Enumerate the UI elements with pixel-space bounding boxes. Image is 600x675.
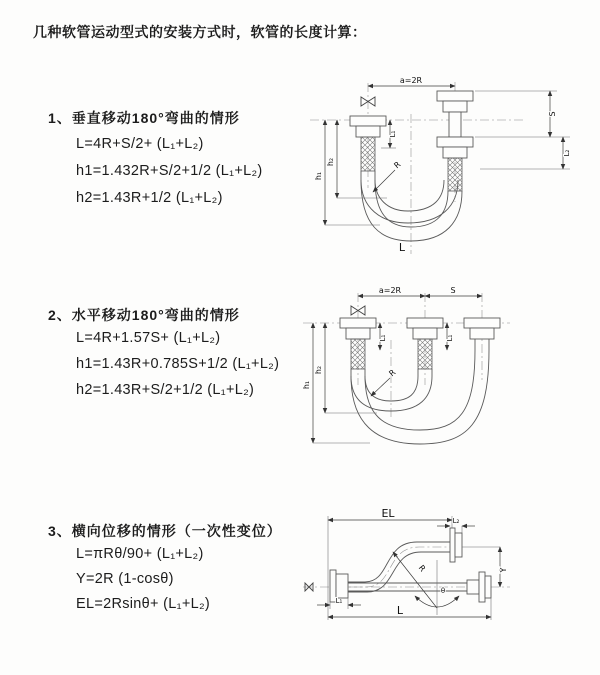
middle-pipe-flange	[407, 318, 443, 376]
upper-right-flange	[450, 528, 462, 562]
section2-heading: 2、水平移动180°弯曲的情形	[48, 307, 240, 323]
page-title: 几种软管运动型式的安装方式时，软管的长度计算：	[33, 24, 367, 40]
dim-label-Y: Y	[499, 567, 508, 573]
dimension-a2r	[368, 76, 455, 86]
dimension-L	[328, 598, 491, 620]
section3-formula-L: L=πRθ/90+ (L₁+L₂)	[76, 546, 204, 562]
section2-formula-h1: h1=1.43R+0.785S+1/2 (L₁+L₂)	[76, 356, 280, 372]
dim-label-L2: L₂	[563, 149, 571, 157]
dimension-a2r	[358, 286, 425, 296]
section3-heading: 3、横向位移的情形（一次性变位）	[48, 523, 282, 539]
dim-label-a2r: a=2R	[399, 76, 423, 85]
diagram-vertical-180-bend	[295, 70, 595, 270]
length-label-L: L	[398, 241, 406, 254]
angle-label-theta: θ	[440, 587, 446, 595]
radius-label: R	[387, 367, 398, 379]
u-bend-hose-inner	[351, 376, 432, 411]
dimension-L1-left	[379, 323, 387, 350]
dim-label-a2r: a=2R	[378, 286, 402, 295]
dim-label-L1: L₁	[335, 597, 343, 605]
dimension-L2	[563, 137, 571, 169]
section1-heading: 1、垂直移动180°弯曲的情形	[48, 110, 240, 126]
dim-label-h1: h₁	[314, 171, 323, 181]
dimension-S	[425, 286, 482, 296]
section2-formula-h2: h2=1.43R+S/2+1/2 (L₁+L₂)	[76, 382, 255, 398]
dim-label-h2: h₂	[314, 365, 323, 375]
displaced-hose	[348, 542, 450, 592]
section3-formula-EL: EL=2Rsinθ+ (L₁+L₂)	[76, 596, 211, 612]
radius-label: R	[392, 159, 403, 171]
radius-label: R	[416, 563, 428, 574]
dim-label-EL: EL	[381, 507, 395, 520]
left-pipe-flange	[340, 318, 376, 376]
dim-label-S: S	[548, 111, 557, 117]
dim-label-L2: L₂	[452, 517, 460, 525]
hose-braid-right	[448, 158, 462, 191]
dim-label-h1: h₁	[302, 380, 311, 390]
dimension-L2	[437, 517, 475, 533]
diagram-lateral-displacement	[295, 500, 595, 675]
dim-label-L1: L₁	[379, 334, 387, 342]
dim-label-L: L	[396, 604, 404, 617]
section3-formula-Y: Y=2R (1-cosθ)	[76, 571, 174, 587]
dim-label-S: S	[450, 286, 456, 295]
centerlines	[310, 82, 525, 254]
radius-callout	[373, 160, 403, 192]
centerlines	[303, 293, 510, 420]
dimension-L1-middle	[446, 323, 454, 350]
section1-formula-h2: h2=1.43R+1/2 (L₁+L₂)	[76, 190, 223, 206]
dim-label-L1: L₁	[446, 334, 454, 342]
right-pipe-flanges	[437, 91, 473, 191]
dim-label-h2: h₂	[326, 157, 335, 167]
section1-formula-h1: h1=1.432R+S/2+1/2 (L₁+L₂)	[76, 163, 263, 179]
dimension-L1	[317, 597, 361, 609]
section2-formula-L: L=4R+1.57S+ (L₁+L₂)	[76, 330, 221, 346]
hose-braid-left	[361, 137, 375, 171]
section1-formula-L: L=4R+S/2+ (L₁+L₂)	[76, 136, 204, 152]
dimension-S	[475, 91, 570, 169]
diagram-horizontal-180-bend	[295, 280, 595, 480]
dim-label-L1: L₁	[389, 130, 397, 138]
radius-callout	[371, 368, 398, 396]
left-pipe-flange	[350, 116, 386, 180]
